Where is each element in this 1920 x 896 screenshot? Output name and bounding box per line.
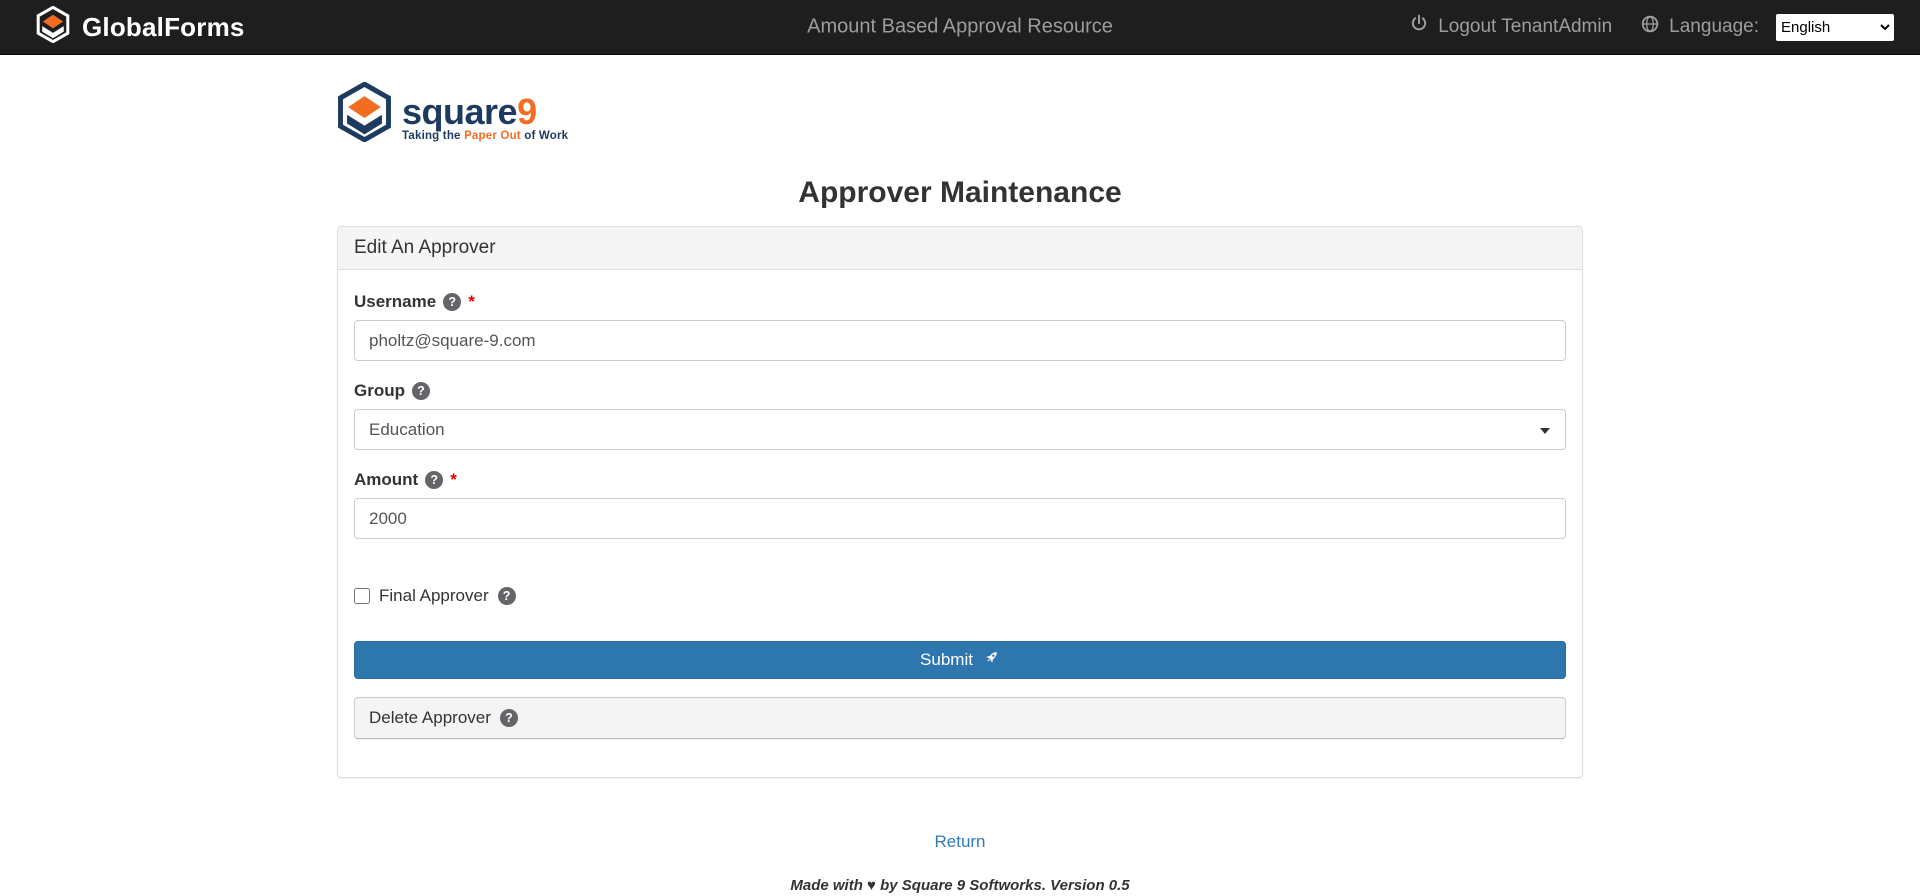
group-label: Group <box>354 381 405 400</box>
language-label: Language: <box>1669 16 1759 37</box>
amount-label: Amount <box>354 470 419 489</box>
group-selected-value: Education <box>369 419 445 439</box>
username-input[interactable] <box>354 320 1566 361</box>
help-icon[interactable]: ? <box>500 709 518 727</box>
final-approver-label: Final Approver <box>379 586 489 605</box>
help-icon[interactable]: ? <box>498 587 516 605</box>
power-icon <box>1409 14 1429 40</box>
page-subtitle: Amount Based Approval Resource <box>807 15 1113 38</box>
edit-approver-panel <box>337 226 1583 778</box>
navbar <box>0 0 1920 55</box>
footer-credit: Made with ♥ by Square 9 Softworks. Version 0.5 <box>790 877 1130 894</box>
username-label-row <box>354 292 1566 312</box>
logout-button[interactable] <box>1409 14 1612 40</box>
logo-word: square <box>402 90 518 132</box>
submit-label: Submit <box>920 650 973 669</box>
amount-input[interactable] <box>354 498 1566 539</box>
group-field-group <box>354 381 1566 450</box>
final-approver-checkbox[interactable] <box>354 588 370 604</box>
brand-name: GlobalForms <box>82 11 245 42</box>
required-asterisk: * <box>450 470 457 489</box>
page-title: Approver Maintenance <box>798 176 1122 209</box>
return-link[interactable]: Return <box>934 832 986 851</box>
tagline-part-a: Taking the <box>402 130 465 142</box>
amount-label-row <box>354 470 1566 490</box>
square9-logo <box>337 82 1583 146</box>
logout-label: Logout TenantAdmin <box>1438 16 1613 37</box>
return-row <box>337 832 1583 852</box>
tagline-part-c: of Work <box>520 130 569 142</box>
language-control <box>1640 14 1894 41</box>
square9-hexagon-icon <box>337 82 392 147</box>
globalforms-logo-icon <box>36 6 70 48</box>
square9-tagline <box>402 130 568 142</box>
logo-digit: 9 <box>517 90 537 132</box>
help-icon[interactable]: ? <box>412 382 430 400</box>
amount-field-group <box>354 470 1566 539</box>
panel-header: Edit An Approver <box>338 227 1582 270</box>
globe-icon <box>1640 14 1660 40</box>
help-icon[interactable]: ? <box>443 293 461 311</box>
navbar-right <box>1409 14 1894 41</box>
caret-down-icon <box>1540 428 1550 434</box>
username-label: Username <box>354 292 437 311</box>
final-approver-row <box>354 586 1566 606</box>
language-select[interactable] <box>1776 14 1894 41</box>
group-select[interactable] <box>354 409 1566 450</box>
delete-approver-toggle[interactable] <box>354 697 1566 739</box>
main-content <box>337 82 1583 894</box>
globalforms-brand[interactable] <box>36 6 245 48</box>
username-field-group <box>354 292 1566 361</box>
required-asterisk: * <box>468 292 475 311</box>
rocket-icon <box>982 649 1000 672</box>
help-icon[interactable]: ? <box>425 471 443 489</box>
square9-wordmark <box>402 90 568 132</box>
group-label-row <box>354 381 1566 401</box>
square9-logo-text <box>402 82 568 142</box>
delete-approver-label: Delete Approver <box>369 708 491 727</box>
submit-button[interactable] <box>354 641 1566 679</box>
tagline-part-b: Paper Out <box>464 130 521 142</box>
panel-body <box>338 270 1582 777</box>
